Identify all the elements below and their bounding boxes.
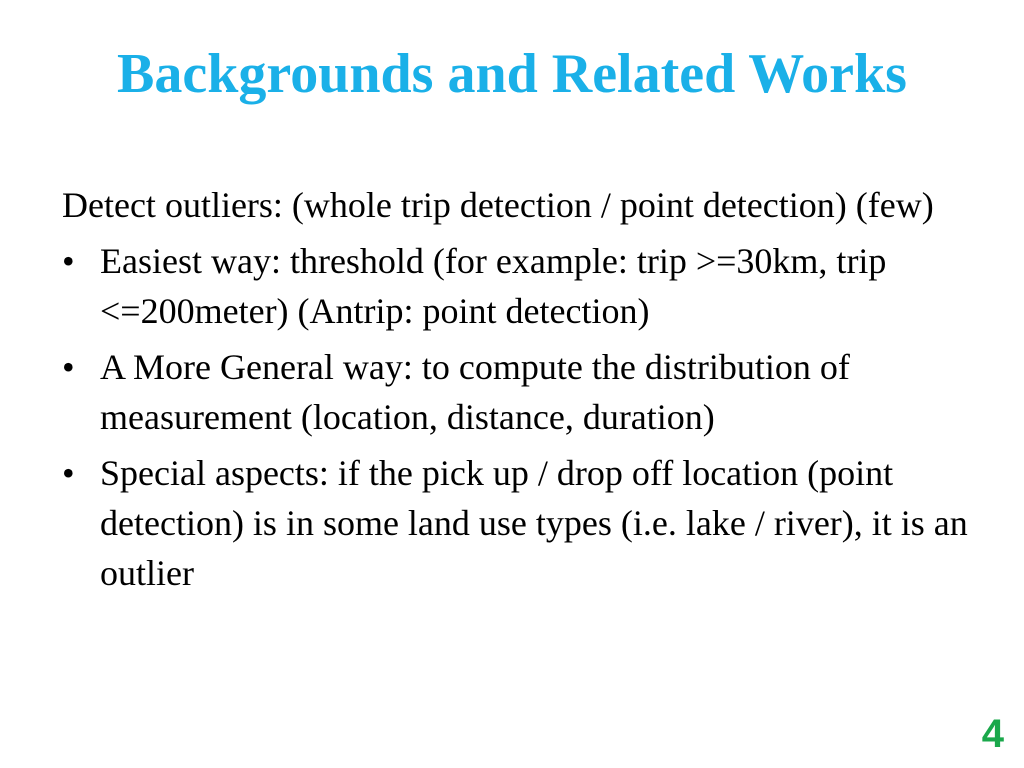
bullet-text: A More General way: to compute the distribution of measurement (location, distance, duration) xyxy=(100,347,850,437)
bullet-icon: • xyxy=(62,453,75,493)
bullet-icon: • xyxy=(62,241,75,281)
slide-title: Backgrounds and Related Works xyxy=(117,43,907,105)
bullet-text: Special aspects: if the pick up / drop off location (point detection) is in some land use types (i.e. lake / river), it is an outlier xyxy=(100,453,968,593)
bullet-icon: • xyxy=(62,347,75,387)
bullet-item xyxy=(62,236,982,336)
bullet-text: Easiest way: threshold (for example: trip >=30km, trip <=200meter) (Antrip: point detection) xyxy=(100,241,887,331)
bullet-item xyxy=(62,448,982,598)
intro-text: Detect outliers: (whole trip detection / point detection) (few) xyxy=(62,185,934,225)
bullet-item xyxy=(62,342,982,442)
slide-content xyxy=(62,180,982,604)
page-number: 4 xyxy=(981,712,1004,756)
bullet-list xyxy=(62,236,982,598)
